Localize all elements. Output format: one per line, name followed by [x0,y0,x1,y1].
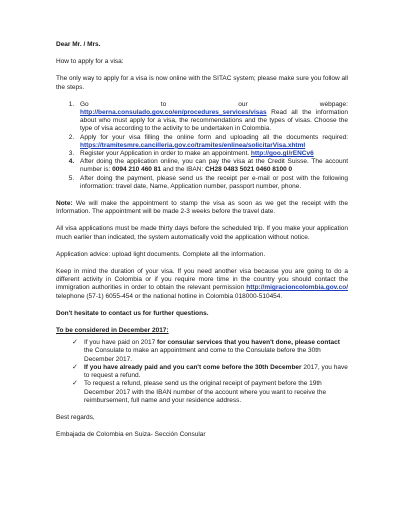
step-1-rest: Read all the information about who must apply for a visa, the recommendations and the types of visas. Choose the type of visa according to the activity to be undertaken in Colombia. [80,109,348,133]
step-2 [76,134,348,150]
step-1-our: our [238,100,248,108]
check-2-a: If you have already paid and you can't come before the 30th December [84,363,302,371]
step-1-first-line [80,101,348,109]
how-to-heading: How to apply for a visa: [56,58,124,66]
step-4 [76,158,348,174]
check-item-3 [72,380,348,405]
note-label: Note: [56,200,73,208]
step-5 [76,175,348,191]
check-3-text: To request a refund, please send us the original receipt of payment before the 19th December 2017 with the IBAN number of the account where you want to receive the reimbursement, full name and your residence address. [84,380,327,404]
december-checklist [56,339,348,405]
note-text: We will make the appointment to stamp the visa as soon as we get the receipt with the Information. The appointment will be made 2-3 weeks before the travel date. [56,200,348,216]
intro-paragraph: The only way to apply for a visa is now online with the SITAC system; please make sure you follow all the steps. [56,75,348,91]
check-1-a: If you have paid on 2017 [84,339,158,347]
check-item-1 [72,339,348,364]
hesitate-line: Don't hesitate to contact us for further questions. [56,309,209,317]
december-heading: To be considered in December 2017: [56,327,169,335]
salutation: Dear Mr. / Mrs. [56,41,101,48]
checkmark-icon: ✓ [72,339,78,347]
check-item-2 [72,364,348,380]
signature-line: Embajada de Colombia en Suiza- Sección Consular [56,431,206,439]
step-4-mid: and the IBAN: [160,166,206,174]
online-form-link[interactable]: https://tramitesmre.cancilleria.gov.co/tramites/enlinea/solicitarVisa.xhtml [80,141,306,149]
check-1-b: for consular services that you haven't done, please contact [157,339,340,347]
note-paragraph [56,200,348,216]
step-1-go: 1. Go [80,100,89,108]
step-2-text: Apply for your visa filling the online form and uploading all the documents required: [80,133,348,141]
checkmark-icon: ✓ [72,363,78,371]
step-3 [76,150,348,158]
thirty-days-paragraph: All visa applications must be made thirty days before the scheduled trip. If you make your application much earlier than indicated, the system automatically void the application without notice. [56,225,348,241]
step-1-webpage: webpage: [319,100,348,108]
regards-line: Best regards, [56,413,95,421]
appointment-link[interactable]: http://goo.gl/rENCv6 [250,150,314,158]
checkmark-icon: ✓ [72,380,78,388]
step-5-text: After doing the payment, please send us the receipt per e-mail or post with the following information: travel date, Name, Application number, passport number, phone. [80,174,348,190]
visas-page-link[interactable]: http://berna.consulado.gov.co/en/procedures_services/visas [80,109,267,117]
check-2-b: 2017, you have to request a refund. [84,363,348,380]
step-1 [76,101,348,134]
step-1-to: to [160,100,167,108]
account-number: 0094 210 460 81 [112,166,161,174]
steps-list [56,101,348,191]
advice-paragraph: Application advice: upload light documents. Complete all the information. [56,250,266,258]
step-3-text: Register your Application in order to make an appointment. [80,150,251,158]
keep-in-mind-text: Keep in mind the duration of your visa. If you need another visa because you are going to do a different activity in Colombia or if you require more time in the country you should contact the immigration authorities in order to obtain the relevant permission [56,268,348,292]
check-1-c: the Consulate to make an appointment and come to the Consulate before the 30th December 2017. [84,347,321,363]
iban-number: CH28 0483 5021 0460 8100 0 [205,166,293,174]
keep-in-mind-paragraph [56,268,348,301]
step-4-text: After doing the application online, you can pay the visa at the Credit Suisse. The account number is: [80,158,348,174]
migracion-link[interactable]: http://migracioncolombia.gov.co/ [246,284,348,292]
keep-in-mind-phone: telephone (57-1) 6055-454 or the national hotline in Colombia 018000-510454. [56,292,283,300]
